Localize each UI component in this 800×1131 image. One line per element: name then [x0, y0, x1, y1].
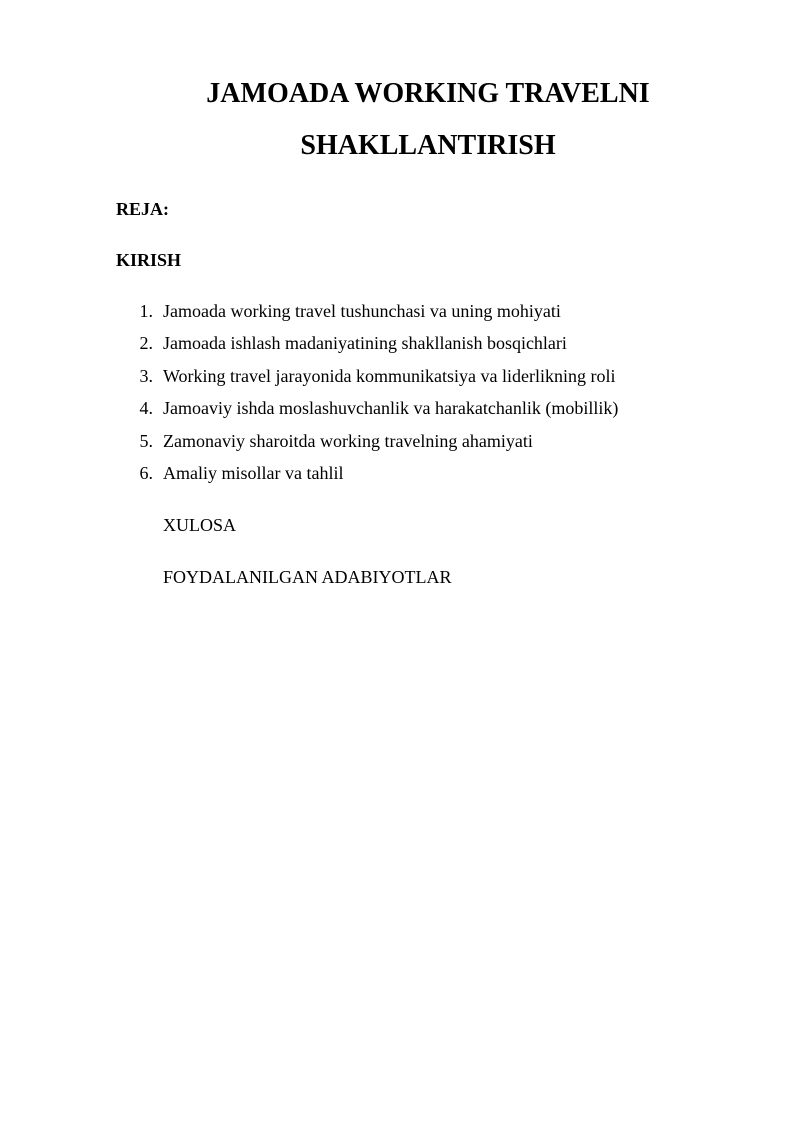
document-title-line-2: SHAKLLANTIRISH	[300, 130, 556, 161]
plan-item-number: 2.	[139, 333, 153, 354]
references-heading: FOYDALANILGAN ADABIYOTLAR	[163, 567, 452, 587]
plan-item-text: Jamoada ishlash madaniyatining shakllanish bosqichlari	[163, 333, 567, 354]
plan-item-number: 6.	[139, 462, 153, 483]
plan-heading: REJA:	[116, 199, 169, 219]
plan-item-text: Jamoaviy ishda moslashuvchanlik va harakatchanlik (mobillik)	[163, 398, 619, 419]
plan-item-number: 4.	[139, 398, 153, 419]
plan-list	[0, 300, 800, 494]
plan-item	[0, 300, 800, 332]
plan-item	[0, 332, 800, 364]
plan-item-number: 3.	[139, 365, 153, 386]
plan-item	[0, 365, 800, 397]
plan-item-number: 5.	[139, 430, 153, 451]
plan-item-text: Zamonaviy sharoitda working travelning ahamiyati	[163, 430, 533, 451]
intro-heading: KIRISH	[116, 250, 182, 270]
plan-item	[0, 430, 800, 462]
plan-item-number: 1.	[139, 301, 153, 321]
plan-item-text: Amaliy misollar va tahlil	[163, 462, 344, 483]
document-title-line-1: JAMOADA WORKING TRAVELNI	[206, 78, 650, 109]
plan-item	[0, 462, 800, 494]
plan-item-text: Working travel jarayonida kommunikatsiya va liderlikning roli	[163, 365, 616, 386]
plan-item-text: Jamoada working travel tushunchasi va uning mohiyati	[163, 301, 561, 321]
conclusion-heading: XULOSA	[163, 515, 237, 535]
plan-item	[0, 397, 800, 429]
